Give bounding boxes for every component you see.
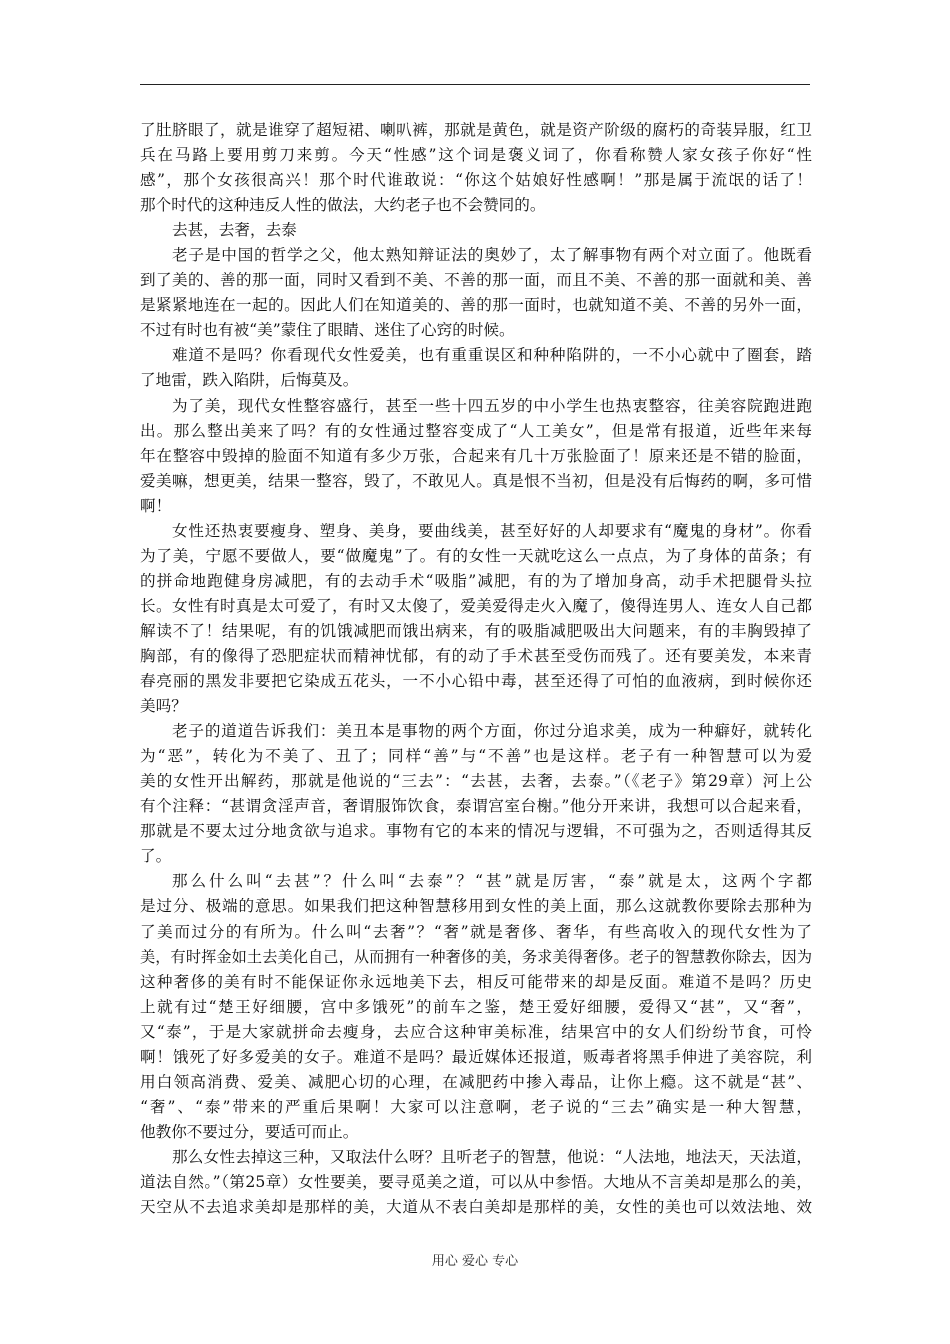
text-line: 为了美，现代女性整容盛行，甚至一些十四五岁的中小学生也热衷整容，往美容院跑进跑 xyxy=(172,396,812,415)
text-line: 了。 xyxy=(140,847,172,866)
text-line: 啊！ xyxy=(140,496,172,515)
text-line: 感”，那个女孩很高兴！那个时代谁敢说：“你这个姑娘好性感啊！”那是属于流氓的话了！ xyxy=(140,171,812,190)
text-line: 美吗？ xyxy=(140,697,187,716)
text-line: 美的女性开出解药，那就是他说的“三去”：“去甚，去奢，去泰。”（《老子》第29章）河上公 xyxy=(140,772,812,791)
text-line: 用白领高消费、爱美、减肥心切的心理，在减肥药中掺入毒品，让你上瘾。这不就是“甚”、 xyxy=(140,1072,812,1091)
text-line: 老子是中国的哲学之父，他太熟知辩证法的奥妙了，太了解事物有两个对立面了。他既看 xyxy=(172,246,812,265)
text-line: 爱美嘛，想更美，结果一整容，毁了，不敢见人。真是恨不当初，但是没有后悔药的啊，多可惜 xyxy=(140,471,812,490)
text-line: 出。那么整出美来了吗？有的女性通过整容变成了“人工美女”，但是常有报道，近些年来每 xyxy=(140,421,812,440)
text-line: 是过分、极端的意思。如果我们把这种智慧移用到女性的美上面，那么这就教你要除去那种为 xyxy=(140,897,812,916)
text-line: 是紧紧地连在一起的。因此人们在知道美的、善的那一面时，也就知道不美、不善的另外一面， xyxy=(140,296,812,315)
text-line: 难道不是吗？你看现代女性爱美，也有重重误区和种种陷阱的，一不小心就中了圈套，踏 xyxy=(172,346,812,365)
text-line: 了地雷，跌入陷阱，后悔莫及。 xyxy=(140,371,359,390)
text-line: 老子的道道告诉我们：美丑本是事物的两个方面，你过分追求美，成为一种癖好，就转化 xyxy=(172,722,812,741)
text-line: 他教你不要过分，要适可而止。 xyxy=(140,1122,359,1141)
text-line: 道法自然。”（第25章）女性要美，要寻觅美之道，可以从中参悟。大地从不言美却是那么的美， xyxy=(140,1172,812,1191)
text-line: 这种奢侈的美有时不能保证你永远地美下去，相反可能带来的却是反面。难道不是吗？历史 xyxy=(140,972,812,991)
text-line: 兵在马路上要用剪刀来剪。今天“性感”这个词是褒义词了，你看称赞人家女孩子你好“性 xyxy=(140,146,812,165)
text-line: 胸部，有的像得了恐肥症状而精神忧郁，有的动了手术甚至受伤而残了。还有要美发，本来青 xyxy=(140,646,812,665)
text-line: 去甚，去奢，去泰 xyxy=(172,221,297,240)
text-line: 美，有时挥金如土去美化自己，从而拥有一种奢侈的美，务求美得奢侈。老子的智慧教你除去，因为 xyxy=(140,947,812,966)
text-line: 长。女性有时真是太可爱了，有时又太傻了，爱美爱得走火入魔了，傻得连男人、连女人自己都 xyxy=(140,596,812,615)
text-line: 不过有时也有被“美”蒙住了眼睛、迷住了心窍的时候。 xyxy=(140,321,515,340)
text-line: 为了美，宁愿不要做人，要“做魔鬼”了。有的女性一天就吃这么一点点，为了身体的苗条；有 xyxy=(140,546,812,565)
text-line: 到了美的、善的那一面，同时又看到不美、不善的那一面，而且不美、不善的那一面就和美、善 xyxy=(140,271,812,290)
text-line: 天空从不去追求美却是那样的美，大道从不表白美却是那样的美，女性的美也可以效法地、效 xyxy=(140,1198,812,1217)
text-line: 为“恶”，转化为不美了、丑了；同样“善”与“不善”也是这样。老子有一种智慧可以为爱 xyxy=(140,747,812,766)
text-line: 的拼命地跑健身房减肥，有的去动手术“吸脂”减肥，有的为了增加身高，动手术把腿骨头拉 xyxy=(140,571,812,590)
text-line: 年在整容中毁掉的脸面不知道有多少万张，合起来有几十万张脸面了！原来还是不错的脸面， xyxy=(140,446,812,465)
text-line: 上就有过“楚王好细腰，宫中多饿死”的前车之鉴，楚王爱好细腰，爱得又“甚”，又“奢”， xyxy=(140,997,812,1016)
header-rule xyxy=(140,84,810,85)
text-line: 那么女性去掉这三种，又取法什么呀？且听老子的智慧，他说：“人法地，地法天，天法道， xyxy=(172,1147,812,1166)
text-line: 那个时代的这种违反人性的做法，大约老子也不会赞同的。 xyxy=(140,196,546,215)
text-line: 女性还热衷要瘦身、塑身、美身，要曲线美，甚至好好的人却要求有“魔鬼的身材”。你看 xyxy=(172,521,812,540)
page-footer: 用心 爱心 专心 xyxy=(431,1254,519,1269)
text-line: 啊！饿死了好多爱美的女子。难道不是吗？最近媒体还报道，贩毒者将黑手伸进了美容院，利 xyxy=(140,1047,812,1066)
text-line: “奢”、“泰”带来的严重后果啊！大家可以注意啊，老子说的“三去”确实是一种大智慧， xyxy=(140,1097,812,1116)
document-body xyxy=(140,118,812,1220)
text-line: 了美而过分的有所为。什么叫“去奢”？“奢”就是奢侈、奢华，有些高收入的现代女性为了 xyxy=(140,922,812,941)
text-line: 解读不了！结果呢，有的饥饿减肥而饿出病来，有的吸脂减肥吸出大问题来，有的丰胸毁掉了 xyxy=(140,621,812,640)
text-line: 春亮丽的黑发非要把它染成五花头，一不小心铅中毒，甚至还得了可怕的血液病，到时候你还 xyxy=(140,672,812,691)
text-line: 了肚脐眼了，就是谁穿了超短裙、喇叭裤，那就是黄色，就是资产阶级的腐朽的奇装异服，红卫 xyxy=(140,121,812,139)
text-line: 又“泰”，于是大家就拼命去瘦身，去应合这种审美标准，结果宫中的女人们纷纷节食，可怜 xyxy=(140,1022,812,1041)
text-line: 那就是不要太过分地贪欲与追求。事物有它的本来的情况与逻辑，不可强为之，否则适得其反 xyxy=(140,822,812,841)
text-line: 有个注释：“甚谓贪淫声音，奢谓服饰饮食，泰谓宫室台榭。”他分开来讲，我想可以合起来看， xyxy=(140,797,812,816)
text-line: 那么什么叫“去甚”？什么叫“去泰”？“甚”就是厉害，“泰”就是太，这两个字都 xyxy=(172,872,812,891)
